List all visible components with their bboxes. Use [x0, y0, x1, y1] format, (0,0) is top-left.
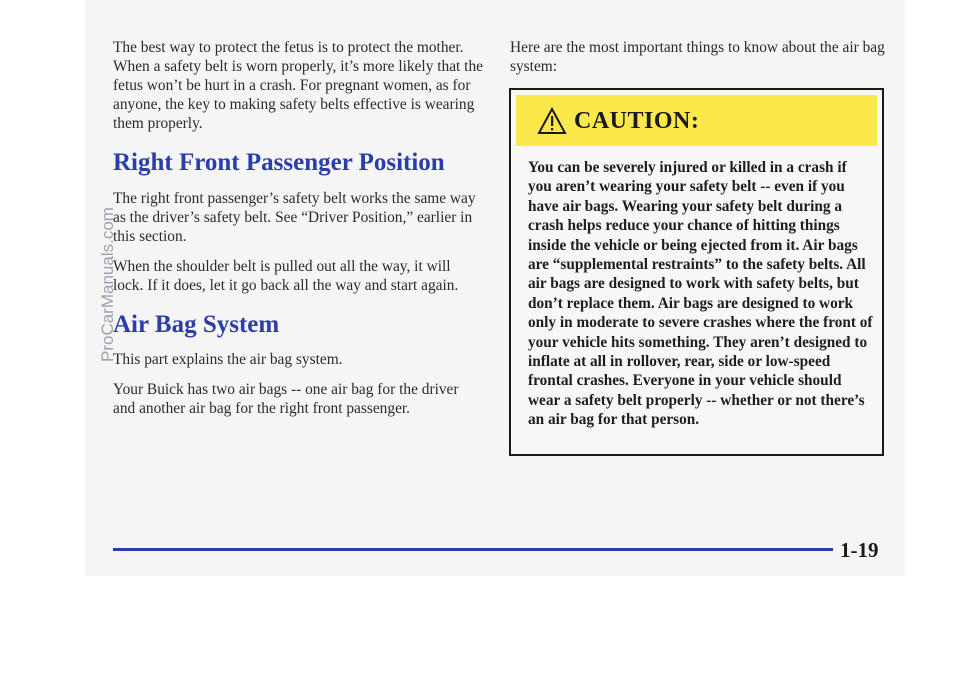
left-column: [113, 38, 483, 418]
watermark-text: ProCarManuals.com: [98, 207, 117, 362]
warning-triangle-icon: [537, 107, 567, 135]
airbag-paragraph-1: This part explains the air bag system.: [113, 351, 343, 368]
caution-box: [509, 88, 884, 456]
caution-title: CAUTION:: [574, 108, 700, 134]
heading-right-front-passenger: Right Front Passenger Position: [113, 149, 445, 176]
passenger-paragraph-1: The right front passenger’s safety belt works the same way as the driver’s safety belt. See “Driver Position,” earlier in this section.: [113, 190, 476, 245]
airbag-intro: Here are the most important things to know about the air bag system:: [510, 39, 885, 75]
footer-rule: [113, 548, 833, 551]
right-column: [510, 38, 885, 76]
airbag-paragraph-2: Your Buick has two air bags -- one air bag for the driver and another air bag for the right front passenger.: [113, 381, 459, 417]
intro-paragraph: The best way to protect the fetus is to protect the mother. When a safety belt is worn properly, it’s more likely that the fetus won’t be hurt in a crash. For pregnant women, as for anyone, the key to making safety belts effective is wearing them properly.: [113, 39, 483, 132]
page-number: 1-19: [840, 538, 879, 562]
caution-text: You can be severely injured or killed in a crash if you aren’t wearing your safety belt -- even if you have air bags. Wearing your safety belt during a crash helps reduce your chance of hitting things inside the vehicle or being ejected from it. Air bags are “supplemental restraints” to the safety belts. All air bags are designed to work with safety belts, but don’t replace them. Air bags are designed to work only in moderate to severe crashes where the front of your vehicle hits something. They aren’t designed to inflate at all in rollover, rear, side or low-speed frontal crashes. Everyone in your vehicle should wear a safety belt properly -- whether or not there’s an air bag for that person.: [528, 159, 873, 429]
heading-air-bag-system: Air Bag System: [113, 311, 280, 338]
passenger-paragraph-2: When the shoulder belt is pulled out all the way, it will lock. If it does, let it go back all the way and start again.: [113, 258, 459, 294]
caution-header: [516, 95, 877, 146]
